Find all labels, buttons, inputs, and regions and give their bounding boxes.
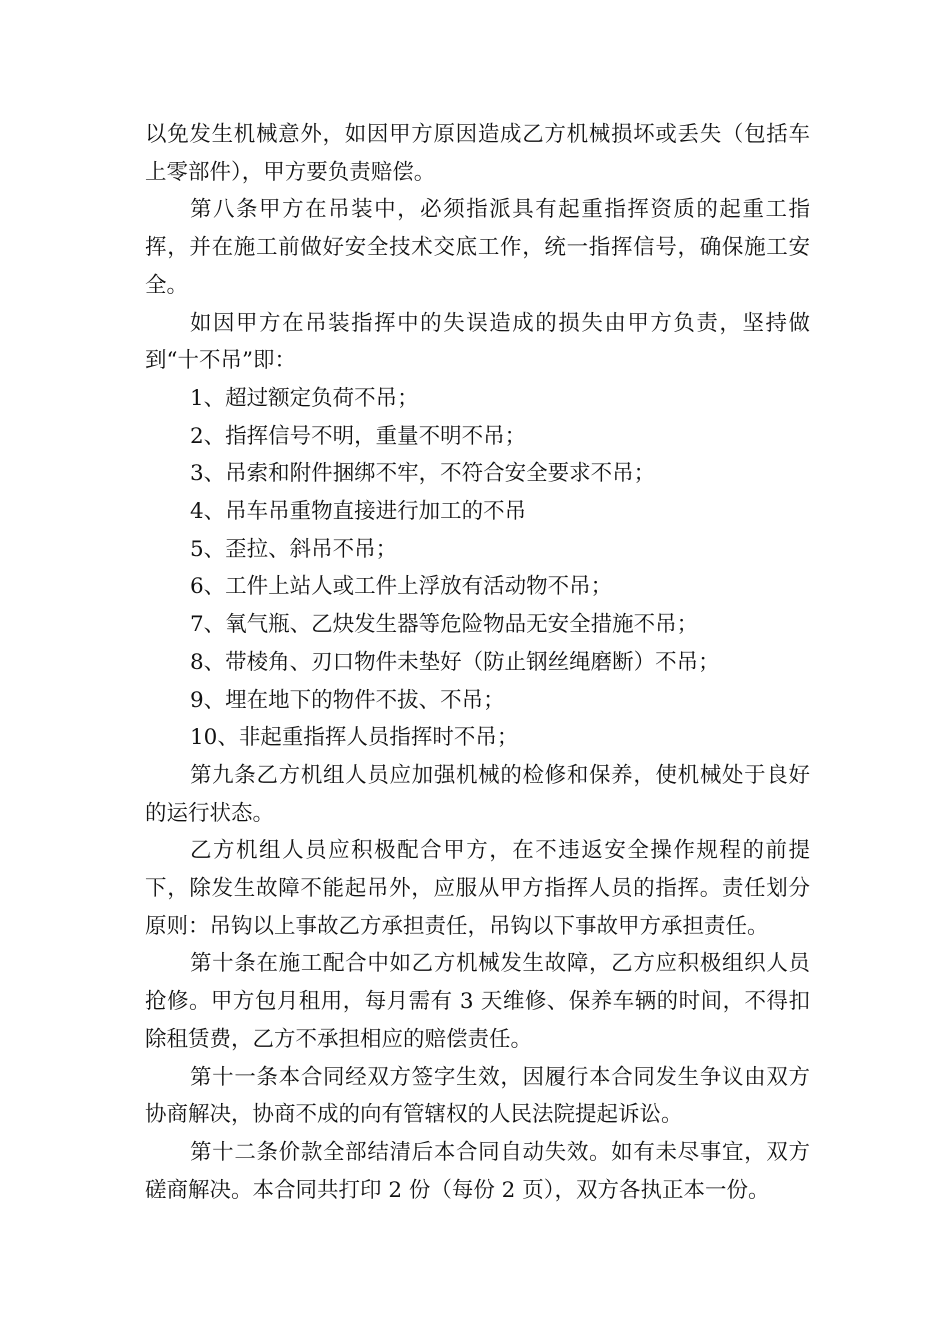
paragraph-ten-no-lift-intro: 如因甲方在吊装指挥中的失误造成的损失由甲方负责，坚持做到“十不吊”即： (145, 310, 810, 374)
list-item: 4、吊车吊重物直接进行加工的不吊 (190, 499, 527, 525)
list-item: 2、指挥信号不明，重量不明不吊； (190, 423, 527, 449)
list-item: 3、吊索和附件捆绑不牢，不符合安全要求不吊； (190, 461, 656, 487)
list-item: 1、超过额定负荷不吊； (190, 385, 419, 411)
list-item: 6、工件上站人或工件上浮放有活动物不吊； (190, 574, 613, 600)
list-item: 9、埋在地下的物件不拔、不吊； (190, 687, 505, 713)
paragraph-article-10: 第十条在施工配合中如乙方机械发生故障，乙方应积极组织人员抢修。甲方包月租用，每月需有 3 天维修、保养车辆的时间，不得扣除租赁费，乙方不承担相应的赔偿责任。 (145, 951, 810, 1052)
paragraph-responsibility: 乙方机组人员应积极配合甲方，在不违返安全操作规程的前提下，除发生故障不能起吊外，应服从甲方指挥人员的指挥。责任划分原则：吊钩以上事故乙方承担责任，吊钩以下事故甲方承担责任。 (145, 838, 810, 939)
paragraph-article-9: 第九条乙方机组人员应加强机械的检修和保养，使机械处于良好的运行状态。 (145, 762, 810, 826)
list-item: 8、带棱角、刃口物件未垫好（防止钢丝绳磨断）不吊； (190, 649, 720, 675)
document-page (145, 116, 810, 1209)
paragraph-article-12: 第十二条价款全部结清后本合同自动失效。如有未尽事宜，双方磋商解决。本合同共打印 2 份（每份 2 页），双方各执正本一份。 (145, 1139, 810, 1203)
paragraph-continuation: 以免发生机械意外，如因甲方原因造成乙方机械损坏或丢失（包括车上零部件），甲方要负责赔偿。 (145, 122, 810, 185)
list-item: 7、氧气瓶、乙炔发生器等危险物品无安全措施不吊； (190, 612, 699, 638)
ten-no-lift-list (145, 380, 810, 757)
list-item: 5、歪拉、斜吊不吊； (190, 536, 398, 562)
list-item: 10、非起重指挥人员指挥时不吊； (190, 725, 519, 751)
paragraph-article-11: 第十一条本合同经双方签字生效，因履行本合同发生争议由双方协商解决，协商不成的向有管辖权的人民法院提起诉讼。 (145, 1064, 810, 1128)
paragraph-article-8: 第八条甲方在吊装中，必须指派具有起重指挥资质的起重工指挥，并在施工前做好安全技术交底工作，统一指挥信号，确保施工安全。 (145, 197, 810, 298)
